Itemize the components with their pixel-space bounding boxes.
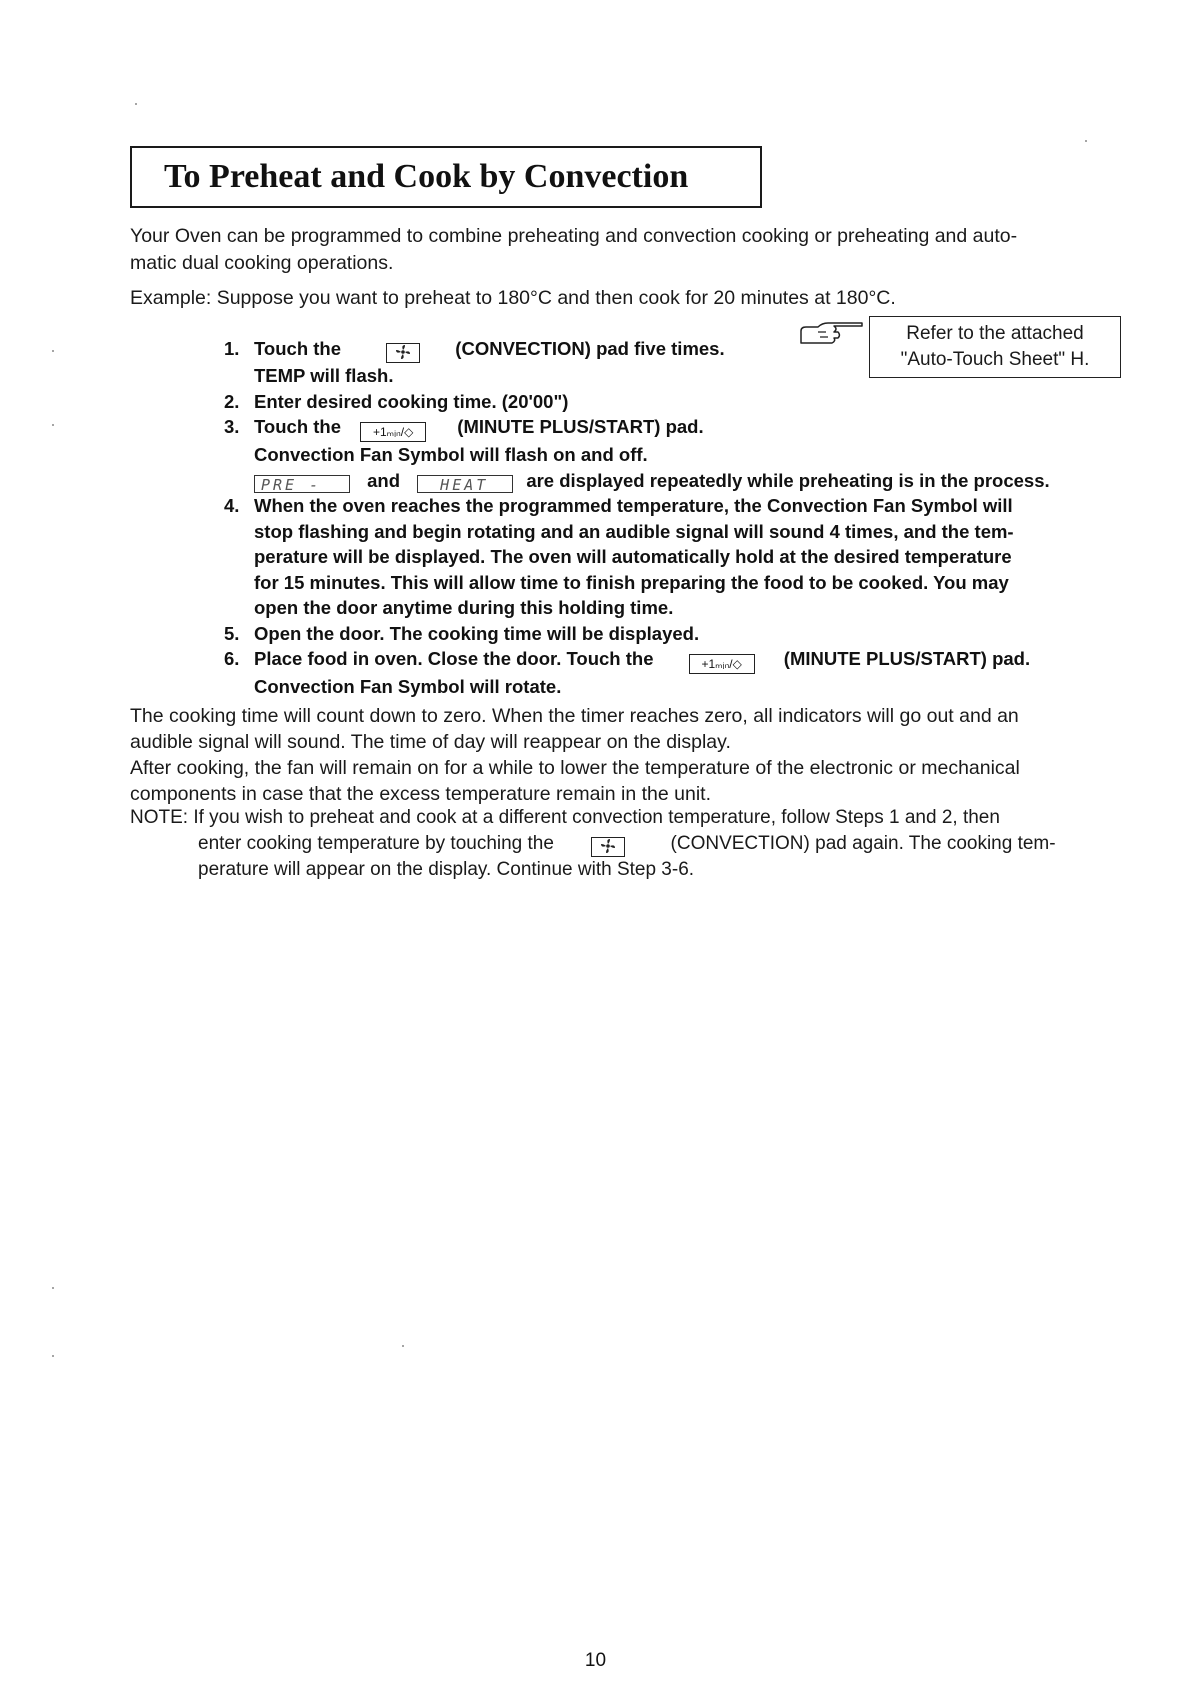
paragraph-line: The cooking time will count down to zero. When the timer reaches zero, all indicators will go out and an bbox=[130, 705, 1019, 727]
step-text: Convection Fan Symbol will flash on and off. bbox=[254, 444, 648, 465]
paragraph-line: After cooking, the fan will remain on for a while to lower the temperature of the electronic or mechanical bbox=[130, 757, 1020, 779]
step-text: Touch the bbox=[254, 338, 342, 359]
step-text: and bbox=[367, 469, 401, 491]
step-text: for 15 minutes. This will allow time to finish preparing the food to be cooked. You may bbox=[254, 571, 1009, 593]
fan-icon bbox=[598, 838, 618, 854]
step-number: 4. bbox=[224, 495, 240, 516]
lcd-heat-display: HEAT bbox=[417, 475, 513, 493]
scan-speck bbox=[1085, 140, 1087, 142]
intro-paragraph bbox=[130, 223, 1120, 277]
title-box bbox=[130, 146, 762, 208]
page-number: 10 bbox=[584, 1650, 607, 1671]
step-text: (CONVECTION) pad five times. bbox=[455, 338, 725, 359]
example-paragraph bbox=[130, 285, 1120, 312]
scan-speck bbox=[52, 1287, 54, 1289]
step-text: Convection Fan Symbol will rotate. bbox=[254, 676, 562, 697]
step-text: open the door anytime during this holding time. bbox=[254, 597, 674, 618]
fan-icon bbox=[393, 344, 413, 360]
step-text: Touch the bbox=[254, 416, 342, 437]
step-text: perature will be displayed. The oven will automatically hold at the desired temperature bbox=[254, 546, 1012, 567]
step-text: (MINUTE PLUS/START) pad. bbox=[783, 648, 1031, 669]
step-3 bbox=[224, 414, 1124, 493]
step-number: 2. bbox=[224, 390, 240, 412]
lcd-pre-display: PRE - bbox=[254, 475, 350, 493]
example-text: Example: Suppose you want to preheat to 180°C and then cook for 20 minutes at 180°C. bbox=[130, 287, 896, 309]
intro-line: matic dual cooking operations. bbox=[130, 252, 394, 274]
step-1 bbox=[224, 336, 1124, 389]
step-text: TEMP will flash. bbox=[254, 365, 394, 386]
scan-speck bbox=[402, 1345, 404, 1347]
convection-pad bbox=[591, 837, 625, 857]
paragraph-line: audible signal will sound. The time of day will reappear on the display. bbox=[130, 731, 731, 753]
step-text: stop flashing and begin rotating and an audible signal will sound 4 times, and the tem- bbox=[254, 520, 1014, 542]
countdown-paragraph bbox=[130, 703, 1120, 807]
scan-speck bbox=[52, 1355, 54, 1357]
step-4 bbox=[224, 493, 1124, 621]
step-text: Enter desired cooking time. (20'00") bbox=[254, 390, 569, 412]
reference-line: Refer to the attached bbox=[906, 323, 1084, 344]
step-text: When the oven reaches the programmed temperature, the Convection Fan Symbol will bbox=[254, 495, 1013, 516]
step-5 bbox=[224, 621, 1124, 647]
step-text: are displayed repeatedly while preheating is in the process. bbox=[526, 469, 1050, 491]
step-6 bbox=[224, 646, 1124, 700]
intro-line: Your Oven can be programmed to combine preheating and convection cooking or preheating and auto- bbox=[130, 225, 1018, 247]
scan-speck bbox=[52, 350, 54, 352]
reference-line: "Auto-Touch Sheet" H. bbox=[900, 349, 1090, 370]
step-number: 3. bbox=[224, 416, 240, 437]
note-line: NOTE: If you wish to preheat and cook at a different convection temperature, follow Steps 1 and 2, then bbox=[130, 807, 1000, 828]
minute-plus-start-pad: +1ₘᵢₙ/◇ bbox=[689, 654, 755, 674]
note-paragraph bbox=[130, 805, 1120, 883]
step-text: Open the door. The cooking time will be displayed. bbox=[254, 622, 700, 644]
steps-list bbox=[224, 336, 1124, 700]
step-text: Place food in oven. Close the door. Touch the bbox=[254, 648, 654, 669]
convection-pad bbox=[386, 343, 420, 363]
step-2 bbox=[224, 389, 1124, 415]
scan-speck bbox=[52, 424, 54, 426]
note-text: (CONVECTION) pad again. The cooking tem- bbox=[670, 833, 1056, 854]
step-number: 1. bbox=[224, 338, 240, 359]
note-text: enter cooking temperature by touching the bbox=[198, 833, 554, 854]
step-number: 6. bbox=[224, 648, 240, 669]
minute-plus-start-pad: +1ₘᵢₙ/◇ bbox=[360, 422, 426, 442]
paragraph-line: components in case that the excess temperature remain in the unit. bbox=[130, 783, 711, 805]
scan-speck bbox=[135, 103, 137, 105]
note-line: perature will appear on the display. Continue with Step 3-6. bbox=[198, 859, 695, 880]
step-number: 5. bbox=[224, 622, 240, 644]
step-text: (MINUTE PLUS/START) pad. bbox=[457, 416, 704, 437]
page-title: To Preheat and Cook by Convection bbox=[164, 158, 689, 195]
